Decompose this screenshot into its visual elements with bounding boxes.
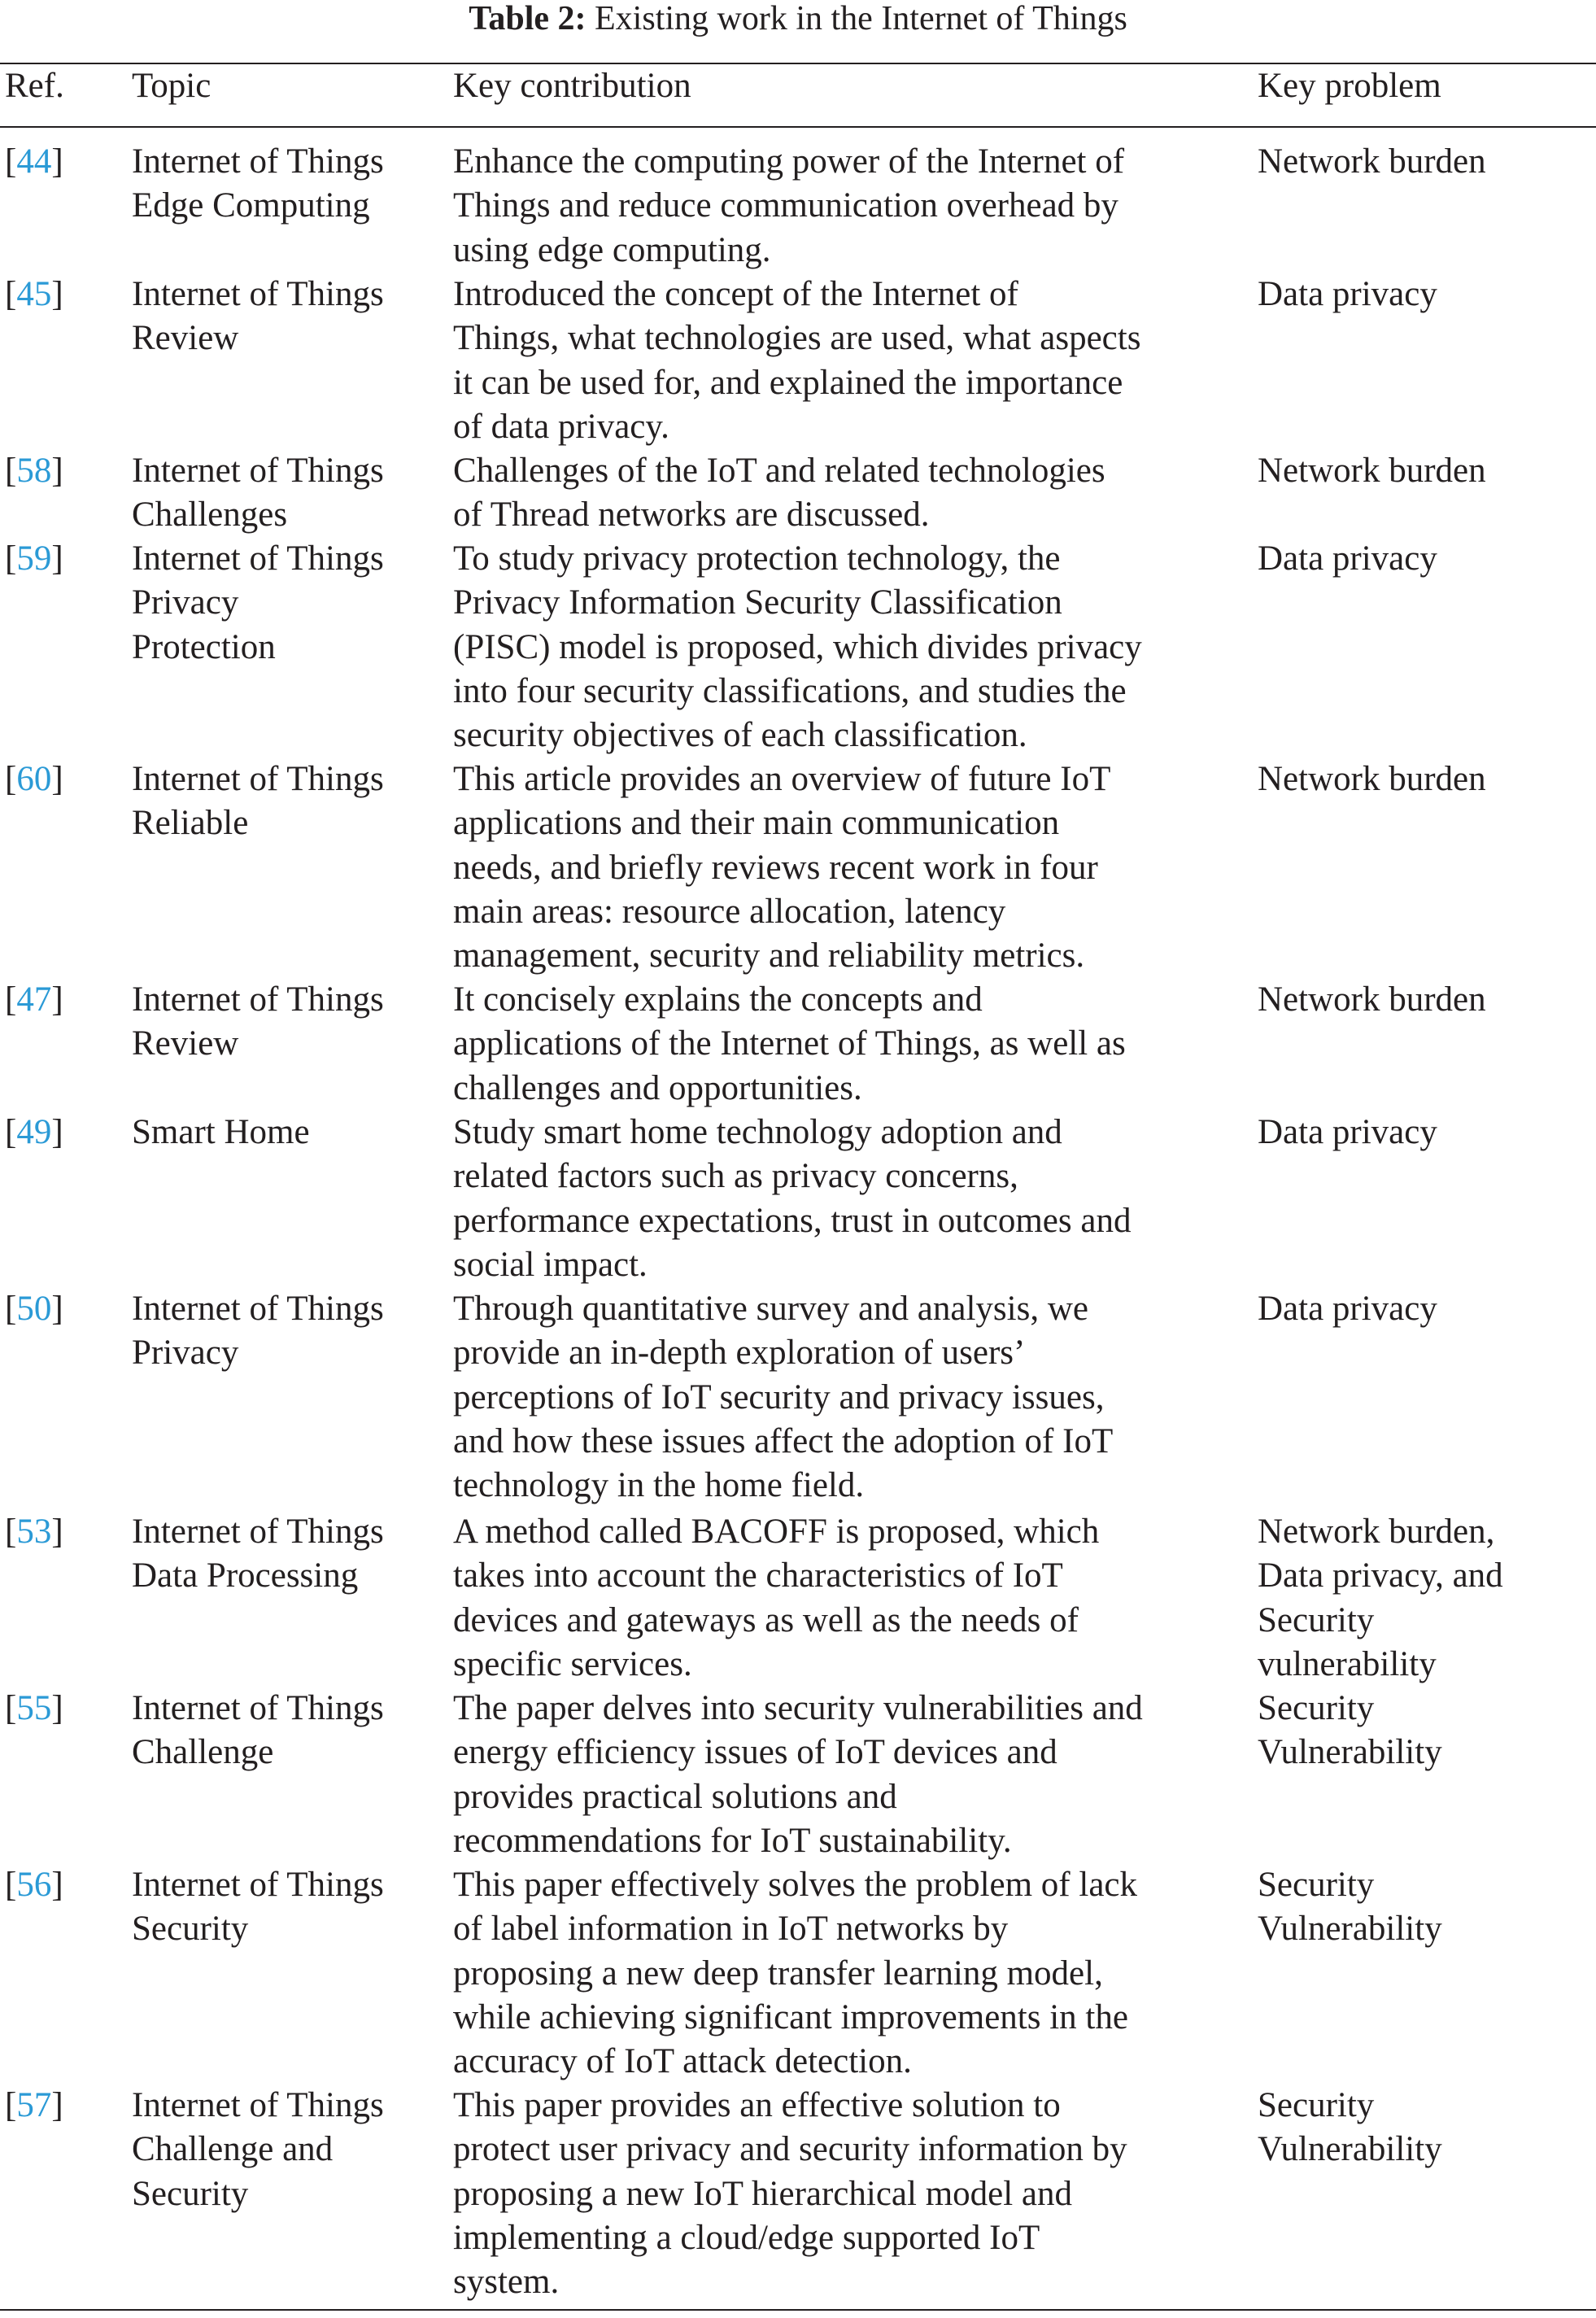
problem-cell: Network burden bbox=[1258, 452, 1486, 490]
reference-link[interactable]: 53 bbox=[16, 1513, 52, 1551]
contribution-cell: This paper effectively solves the problem of lack of label information in IoT networks by proposing a new deep transfer learning model, while achieving significant improvements in the accuracy of IoT attack detection. bbox=[453, 1866, 1137, 2081]
ref-cell: [56] bbox=[5, 1866, 63, 1904]
contribution-cell: Study smart home technology adoption and related factors such as privacy concerns, performance expectations, trust in outcomes and social impact. bbox=[453, 1113, 1132, 1284]
problem-cell: Security Vulnerability bbox=[1258, 1866, 1442, 1949]
contribution-cell: Introduced the concept of the Internet of Things, what technologies are used, what aspects it can be used for, and explained the importance of data privacy. bbox=[453, 275, 1141, 446]
problem-cell: Network burden, Data privacy, and Security vulnerability bbox=[1258, 1513, 1503, 1683]
topic-cell: Internet of Things Privacy Protection bbox=[132, 539, 384, 666]
contribution-cell: Challenges of the IoT and related technologies of Thread networks are discussed. bbox=[453, 452, 1105, 535]
reference-link[interactable]: 47 bbox=[16, 980, 52, 1019]
contribution-cell: The paper delves into security vulnerabilities and energy efficiency issues of IoT devices and provides practical solutions and recommendations for IoT sustainability. bbox=[453, 1689, 1143, 1860]
ref-cell: [55] bbox=[5, 1689, 63, 1727]
topic-cell: Internet of Things Reliable bbox=[132, 760, 384, 843]
topic-cell: Internet of Things Challenge and Security bbox=[132, 2086, 384, 2213]
header-rule bbox=[0, 126, 1596, 128]
topic-cell: Internet of Things Challenge bbox=[132, 1689, 384, 1772]
topic-cell: Internet of Things Data Processing bbox=[132, 1513, 384, 1596]
header-ref: Ref. bbox=[5, 67, 64, 105]
ref-cell: [58] bbox=[5, 452, 63, 490]
reference-link[interactable]: 49 bbox=[16, 1113, 52, 1151]
ref-cell: [57] bbox=[5, 2086, 63, 2124]
reference-link[interactable]: 56 bbox=[16, 1866, 52, 1904]
topic-cell: Internet of Things Security bbox=[132, 1866, 384, 1949]
topic-cell: Internet of Things Privacy bbox=[132, 1290, 384, 1373]
problem-cell: Network burden bbox=[1258, 980, 1486, 1019]
contribution-cell: A method called BACOFF is proposed, which takes into account the characteristics of IoT devices and gateways as well as the needs of specific services. bbox=[453, 1513, 1100, 1683]
contribution-cell: Enhance the computing power of the Internet of Things and reduce communication overhead by using edge computing. bbox=[453, 142, 1125, 269]
ref-cell: [47] bbox=[5, 980, 63, 1019]
bottom-rule bbox=[0, 2309, 1596, 2311]
topic-cell: Internet of Things Review bbox=[132, 275, 384, 358]
problem-cell: Data privacy bbox=[1258, 275, 1437, 313]
topic-cell: Smart Home bbox=[132, 1113, 310, 1151]
problem-cell: Data privacy bbox=[1258, 1113, 1437, 1151]
contribution-cell: To study privacy protection technology, the Privacy Information Security Classification (PISC) model is proposed, which divides privacy into four security classifications, and studies the security objectives of each classification. bbox=[453, 539, 1142, 755]
reference-link[interactable]: 44 bbox=[16, 142, 52, 181]
reference-link[interactable]: 57 bbox=[16, 2086, 52, 2124]
contribution-cell: Through quantitative survey and analysis, we provide an in-depth exploration of users’ perceptions of IoT security and privacy issues, and how these issues affect the adoption of IoT technology in the home field. bbox=[453, 1290, 1114, 1505]
contribution-cell: This paper provides an effective solution to protect user privacy and security information by proposing a new IoT hierarchical model and implementing a cloud/edge supported IoT system. bbox=[453, 2086, 1127, 2302]
topic-cell: Internet of Things Review bbox=[132, 980, 384, 1063]
contribution-cell: This article provides an overview of future IoT applications and their main communication needs, and briefly reviews recent work in four main areas: resource allocation, latency management, security and reliability metrics. bbox=[453, 760, 1111, 976]
header-problem: Key problem bbox=[1258, 67, 1441, 105]
reference-link[interactable]: 58 bbox=[16, 452, 52, 490]
header-topic: Topic bbox=[132, 67, 211, 105]
ref-cell: [45] bbox=[5, 275, 63, 313]
problem-cell: Security Vulnerability bbox=[1258, 2086, 1442, 2169]
ref-cell: [49] bbox=[5, 1113, 63, 1151]
reference-link[interactable]: 55 bbox=[16, 1689, 52, 1727]
topic-cell: Internet of Things Edge Computing bbox=[132, 142, 384, 225]
header-contribution: Key contribution bbox=[453, 67, 691, 105]
ref-cell: [59] bbox=[5, 539, 63, 578]
problem-cell: Security Vulnerability bbox=[1258, 1689, 1442, 1772]
reference-link[interactable]: 60 bbox=[16, 760, 52, 798]
problem-cell: Data privacy bbox=[1258, 539, 1437, 578]
table-caption-label: Table 2: bbox=[469, 0, 587, 37]
ref-cell: [53] bbox=[5, 1513, 63, 1551]
table-caption-text: Existing work in the Internet of Things bbox=[595, 0, 1127, 37]
topic-cell: Internet of Things Challenges bbox=[132, 452, 384, 535]
contribution-cell: It concisely explains the concepts and applications of the Internet of Things, as well as challenges and opportunities. bbox=[453, 980, 1126, 1107]
table-caption bbox=[0, 0, 1596, 37]
problem-cell: Network burden bbox=[1258, 142, 1486, 181]
reference-link[interactable]: 50 bbox=[16, 1290, 52, 1328]
reference-link[interactable]: 45 bbox=[16, 275, 52, 313]
reference-link[interactable]: 59 bbox=[16, 539, 52, 578]
problem-cell: Data privacy bbox=[1258, 1290, 1437, 1328]
ref-cell: [50] bbox=[5, 1290, 63, 1328]
ref-cell: [44] bbox=[5, 142, 63, 181]
ref-cell: [60] bbox=[5, 760, 63, 798]
problem-cell: Network burden bbox=[1258, 760, 1486, 798]
